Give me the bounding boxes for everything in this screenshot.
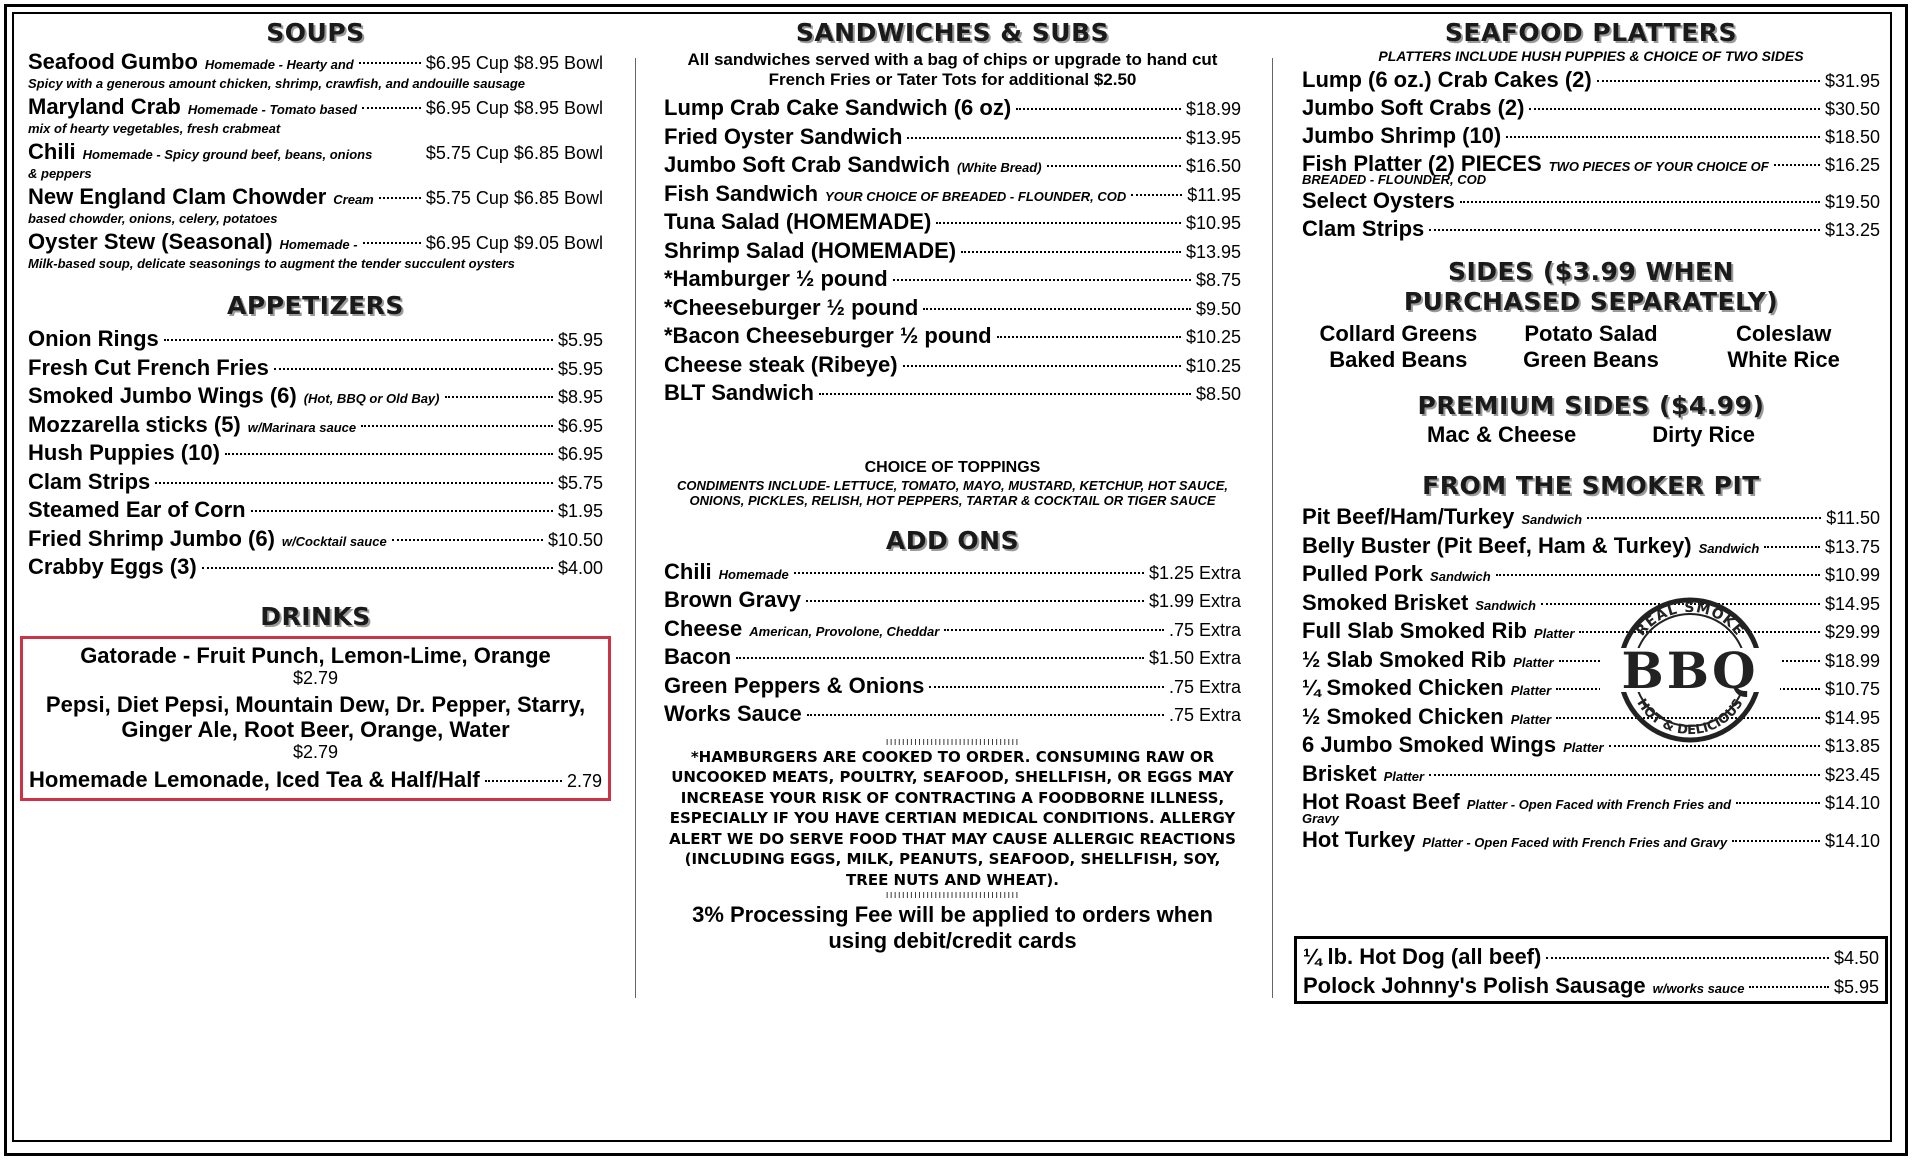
- item-name: Fresh Cut French Fries: [28, 354, 269, 380]
- item-name: 6 Jumbo Smoked Wings: [1302, 732, 1557, 757]
- smoker-title: FROM THE SMOKER PIT: [1422, 471, 1760, 500]
- item-price: $8.50: [1195, 384, 1241, 404]
- dot-leader: [274, 368, 553, 370]
- drinks-title: DRINKS: [260, 601, 371, 631]
- item-name: Clam Strips: [28, 468, 151, 494]
- bbq-stamp-logo: [1600, 590, 1780, 750]
- hotdog-box: [1294, 936, 1888, 1004]
- item-desc-cont: Gravy: [1302, 810, 1339, 826]
- toppings-desc: CONDIMENTS INCLUDE- LETTUCE, TOMATO, MAYO, MUSTARD, KETCHUP, HOT SAUCE, ONIONS, PICKLES, RELISH, HOT PEPPERS, TARTAR & COCKTAIL OR TIGER SAUCE: [676, 477, 1229, 508]
- menu-item: [664, 123, 1241, 152]
- item-price: $19.50: [1824, 192, 1880, 212]
- item-price: $23.45: [1824, 764, 1880, 785]
- menu-item: [1302, 617, 1880, 646]
- item-price: $1.25 Extra: [1148, 562, 1241, 583]
- menu-item: [664, 322, 1241, 351]
- item-name: Pit Beef/Ham/Turkey: [1302, 504, 1515, 529]
- item-name: Crabby Eggs (3): [28, 554, 197, 579]
- item-price: .75 Extra: [1168, 676, 1241, 697]
- menu-item: Maryland Crab Homemade - Tomato based $6.95 Cup $8.95 Bowl mix of hearty vegetables, fresh crabmeat: [28, 94, 603, 136]
- item-desc: American, Provolone, Cheddar: [749, 623, 940, 639]
- item-price: $11.50: [1826, 508, 1880, 528]
- item-desc: Platter: [1533, 626, 1575, 641]
- dot-leader: [807, 714, 1164, 716]
- menu-item: [664, 615, 1241, 644]
- sides-grid: [1302, 321, 1880, 373]
- side-item: Baked Beans: [1329, 347, 1468, 372]
- sandwiches-title: SANDWICHES & SUBS: [795, 18, 1110, 47]
- item-desc: Platter: [1513, 654, 1554, 670]
- dot-leader: [929, 686, 1164, 688]
- menu-item: [664, 672, 1241, 701]
- item-desc: TWO PIECES OF YOUR CHOICE OF: [1548, 159, 1769, 174]
- sandwiches-list: [664, 94, 1241, 408]
- menu-item: [1302, 826, 1880, 855]
- item-price: $14.95: [1824, 593, 1880, 614]
- item-desc: Sandwich: [1475, 597, 1536, 613]
- dot-leader: [794, 572, 1144, 574]
- drink-sodas: Pepsi, Diet Pepsi, Mountain Dew, Dr. Pepper, Starry, Ginger Ale, Root Beer, Orange, Water: [45, 691, 586, 742]
- dot-leader: [445, 396, 553, 398]
- side-item: Coleslaw: [1735, 321, 1832, 346]
- item-desc: w/Cocktail sauce: [281, 533, 387, 549]
- menu-item: [664, 558, 1241, 587]
- menu-item: Seafood Gumbo Homemade - Hearty and $6.95 Cup $8.95 Bowl Spicy with a generous amount chicken, shrimp, crawfish, and andouille sausage: [28, 49, 603, 91]
- left-column: [28, 18, 603, 801]
- item-desc: Platter - Open Faced with French Fries and Gravy: [1422, 834, 1728, 850]
- dot-leader: [1529, 108, 1819, 110]
- item-name: Full Slab Smoked Rib: [1302, 618, 1527, 643]
- item-desc: (Hot, BBQ or Old Bay): [303, 391, 440, 406]
- item-price: $18.99: [1185, 99, 1241, 119]
- dot-leader: [1047, 165, 1181, 167]
- menu-item: [664, 94, 1241, 123]
- item-price: $13.25: [1824, 220, 1880, 240]
- item-name: *Bacon Cheeseburger ½ pound: [664, 323, 992, 348]
- item-name: Jumbo Soft Crabs (2): [1302, 95, 1525, 120]
- appetizers-list: [28, 325, 603, 582]
- menu-item: [28, 525, 603, 554]
- item-name: Belly Buster (Pit Beef, Ham & Turkey): [1302, 532, 1692, 558]
- item-price: $8.75: [1195, 270, 1241, 290]
- item-price: $14.95: [1824, 707, 1880, 728]
- dot-leader: [155, 482, 553, 484]
- appetizers-title: APPETIZERS: [227, 291, 404, 320]
- menu-item: [1302, 150, 1880, 187]
- dot-leader: [903, 365, 1181, 367]
- menu-item: [1302, 703, 1880, 732]
- dot-leader: [1496, 574, 1820, 576]
- item-name: ¼ Smoked Chicken: [1302, 675, 1504, 700]
- drink-lemonade: Homemade Lemonade, Iced Tea & Half/Half 2.79: [29, 766, 602, 792]
- side-item: Dirty Rice: [1652, 422, 1755, 447]
- menu-item: [1302, 187, 1880, 215]
- sandwiches-subtitle: All sandwiches served with a bag of chips or upgrade to hand cut French Fries or Tater Tots for additional $2.50: [687, 50, 1218, 89]
- item-name: ¼ lb. Hot Dog (all beef): [1303, 944, 1542, 969]
- menu-item: [664, 180, 1241, 209]
- item-price: $16.50: [1185, 156, 1241, 176]
- item-price: $5.75: [557, 472, 603, 493]
- item-desc: (White Bread): [957, 160, 1042, 175]
- column-divider-left: [635, 58, 636, 998]
- dot-leader: [1429, 229, 1820, 231]
- item-price: $6.95: [557, 444, 603, 464]
- item-price: $5.95: [1833, 977, 1879, 997]
- dot-leader: [225, 453, 553, 455]
- item-price: $14.10: [1824, 830, 1880, 851]
- item-price: $6.95: [557, 415, 603, 436]
- item-name: Shrimp Salad (HOMEMADE): [664, 237, 957, 263]
- seafood-title: SEAFOOD PLATTERS: [1444, 18, 1738, 47]
- item-name: Onion Rings: [28, 326, 159, 351]
- menu-item: [664, 351, 1241, 380]
- drink-price: $2.79: [292, 741, 339, 762]
- menu-item: [1303, 942, 1879, 971]
- addons-list: [664, 558, 1241, 729]
- menu-item: [664, 237, 1241, 266]
- svg-text:REAL SMOKE: REAL SMOKE: [1633, 599, 1747, 640]
- item-name: Hot Turkey: [1302, 826, 1416, 852]
- item-desc: Platter: [1510, 683, 1552, 698]
- side-item: White Rice: [1727, 347, 1840, 372]
- dot-leader: [164, 339, 553, 341]
- seafood-subtitle: PLATTERS INCLUDE HUSH PUPPIES & CHOICE OF TWO SIDES: [1378, 48, 1804, 64]
- item-price: $9.50: [1195, 298, 1241, 319]
- item-name: Cheese steak (Ribeye): [664, 351, 898, 377]
- item-price: $31.95: [1824, 71, 1880, 91]
- menu-item: New England Clam Chowder Cream $5.75 Cup $6.85 Bowl based chowder, onions, celery, potatoes: [28, 184, 603, 226]
- item-name: Fried Oyster Sandwich: [664, 123, 903, 149]
- item-desc: YOUR CHOICE OF BREADED - FLOUNDER, COD: [825, 188, 1127, 204]
- menu-item: [28, 382, 603, 411]
- svg-text:HOT & DELICIOUS: HOT & DELICIOUS: [1633, 696, 1747, 739]
- side-item: Collard Greens: [1319, 321, 1478, 346]
- item-name: Pulled Pork: [1302, 561, 1424, 586]
- menu-item: Oyster Stew (Seasonal) Homemade - $6.95 Cup $9.05 Bowl Milk-based soup, delicate seasonings to augment the tender succulent oysters: [28, 229, 603, 271]
- item-name: Steamed Ear of Corn: [28, 497, 246, 522]
- sides-title: SIDES ($3.99 WHEN PURCHASED SEPARATELY): [1403, 257, 1779, 316]
- dot-leader: [1429, 774, 1820, 776]
- processing-fee-notice: 3% Processing Fee will be applied to orders when using debit/credit cards: [692, 902, 1213, 953]
- item-price: $10.95: [1185, 213, 1241, 233]
- item-name: Fried Shrimp Jumbo (6): [28, 525, 275, 551]
- menu-item: [28, 496, 603, 525]
- item-price: $13.75: [1824, 536, 1880, 557]
- item-name: Brisket: [1302, 760, 1377, 786]
- item-price: $30.50: [1824, 99, 1880, 119]
- item-desc: Platter: [1510, 711, 1552, 727]
- addons-title: ADD ONS: [885, 525, 1020, 555]
- dot-leader: [361, 425, 553, 427]
- divider-ornament: ııııııııııııııııııııııııııııııııı: [885, 889, 1020, 901]
- drink-gatorade: Gatorade - Fruit Punch, Lemon-Lime, Orange: [80, 642, 551, 668]
- item-name: ½ Slab Smoked Rib: [1302, 646, 1507, 672]
- menu-item: [1302, 760, 1880, 789]
- menu-item: [28, 325, 603, 354]
- menu-item: [28, 411, 603, 440]
- menu-item: [1303, 971, 1879, 1000]
- soups-title: SOUPS: [266, 18, 365, 47]
- dot-leader: [1016, 108, 1181, 110]
- dot-leader: [1736, 802, 1820, 804]
- dot-leader: [997, 336, 1181, 338]
- menu-item: [1302, 646, 1880, 675]
- item-name: Hush Puppies (10): [28, 440, 220, 465]
- dot-leader: [936, 222, 1181, 224]
- dot-leader: [1732, 840, 1820, 842]
- side-item: Green Beans: [1523, 347, 1659, 372]
- item-name: Hot Roast Beef: [1302, 789, 1460, 814]
- item-name: Fish Platter (2) PIECES: [1302, 151, 1542, 176]
- drinks-box: [20, 636, 611, 801]
- dot-leader: [1587, 517, 1821, 519]
- dot-leader: [806, 600, 1144, 602]
- drink-price: $2.79: [292, 667, 339, 688]
- item-desc: w/Marinara sauce: [247, 419, 357, 435]
- middle-column: [664, 18, 1241, 954]
- menu-item: [1302, 674, 1880, 703]
- seafood-list: [1302, 66, 1880, 243]
- item-price: .75 Extra: [1168, 705, 1241, 725]
- item-name: Clam Strips: [1302, 216, 1425, 241]
- item-desc: Homemade: [718, 566, 789, 582]
- item-desc: w/works sauce: [1652, 981, 1745, 996]
- item-desc: Platter: [1563, 740, 1604, 755]
- dot-leader: [1749, 986, 1829, 988]
- menu-item: [1302, 94, 1880, 122]
- column-divider-right: [1272, 58, 1273, 998]
- dot-leader: [1546, 957, 1829, 959]
- menu-item: [28, 468, 603, 497]
- hotdog-list: [1303, 942, 1879, 1000]
- menu-item: [664, 379, 1241, 408]
- dot-leader: [907, 137, 1181, 139]
- item-name: Green Peppers & Onions: [664, 672, 925, 698]
- dot-leader: [819, 393, 1191, 395]
- item-price: $16.25: [1824, 155, 1880, 175]
- item-price: $10.25: [1185, 327, 1241, 347]
- item-name: Jumbo Shrimp (10): [1302, 123, 1502, 148]
- menu-item: Chili Homemade - Spicy ground beef, beans, onions $5.75 Cup $6.85 Bowl & peppers: [28, 139, 603, 181]
- dot-leader: [893, 279, 1191, 281]
- toppings-title: CHOICE OF TOPPINGS: [864, 458, 1041, 476]
- dot-leader: [1506, 136, 1820, 138]
- item-price: $13.95: [1185, 241, 1241, 262]
- item-name: Smoked Jumbo Wings (6): [28, 383, 297, 408]
- menu-item: [1302, 532, 1880, 561]
- dot-leader: [1597, 80, 1820, 82]
- item-price: $5.95: [557, 330, 603, 350]
- menu-item: [664, 265, 1241, 294]
- item-name: Chili: [664, 558, 712, 584]
- item-price: $4.00: [557, 558, 603, 578]
- menu-item: [1302, 122, 1880, 150]
- premium-sides-title: PREMIUM SIDES ($4.99): [1417, 391, 1765, 420]
- item-price: .75 Extra: [1168, 619, 1241, 640]
- item-price: $8.95: [557, 387, 603, 407]
- item-price: $18.50: [1824, 127, 1880, 147]
- menu-item: [1302, 503, 1880, 532]
- item-name: *Cheeseburger ½ pound: [664, 294, 919, 320]
- svg-text:BBQ: BBQ: [1621, 641, 1759, 700]
- menu-item: [664, 151, 1241, 180]
- dot-leader: [1460, 201, 1820, 203]
- item-name: Polock Johnny's Polish Sausage: [1303, 973, 1646, 998]
- dot-leader: [251, 510, 553, 512]
- menu-item: [664, 643, 1241, 672]
- item-name: BLT Sandwich: [664, 380, 814, 405]
- item-price: $11.95: [1187, 184, 1241, 205]
- item-desc: Platter - Open Faced with French Fries and: [1466, 797, 1732, 812]
- item-name: Lump (6 oz.) Crab Cakes (2): [1302, 67, 1592, 92]
- right-column: [1302, 18, 1880, 854]
- side-item: Mac & Cheese: [1427, 422, 1577, 447]
- dot-leader: [1764, 546, 1820, 548]
- item-name: *Hamburger ½ pound: [664, 266, 888, 291]
- item-price: $10.50: [547, 529, 603, 550]
- menu-item: [664, 586, 1241, 615]
- item-name: Select Oysters: [1302, 188, 1455, 213]
- menu-item: [1302, 589, 1880, 618]
- item-price: $10.99: [1824, 565, 1880, 585]
- side-item: Potato Salad: [1524, 321, 1658, 346]
- item-name: Cheese: [664, 615, 743, 641]
- menu-item: [28, 439, 603, 468]
- item-price: $10.25: [1185, 355, 1241, 376]
- item-name: Lump Crab Cake Sandwich (6 oz): [664, 95, 1012, 120]
- menu-item: [664, 700, 1241, 729]
- item-name: Mozzarella sticks (5): [28, 411, 241, 437]
- dot-leader: [1774, 164, 1820, 166]
- item-price: $13.95: [1185, 127, 1241, 148]
- divider-ornament: ııııııııııııııııııııııııııııııııı: [885, 735, 1020, 748]
- menu-item: [1302, 788, 1880, 826]
- dot-leader: [923, 308, 1191, 310]
- item-price: $10.75: [1824, 679, 1880, 699]
- menu-item: [1302, 66, 1880, 94]
- item-name: Fish Sandwich: [664, 180, 819, 206]
- item-name: ½ Smoked Chicken: [1302, 703, 1504, 729]
- item-desc: Sandwich: [1698, 540, 1760, 556]
- item-desc: Sandwich: [1521, 512, 1583, 527]
- menu-item: [28, 553, 603, 582]
- item-desc-cont: BREADED - FLOUNDER, COD: [1302, 172, 1487, 187]
- item-desc: Platter: [1383, 768, 1425, 784]
- menu-item: [1302, 560, 1880, 589]
- dot-leader: [944, 629, 1164, 631]
- item-desc: Sandwich: [1430, 569, 1491, 584]
- dot-leader: [961, 251, 1181, 253]
- item-price: $4.50: [1833, 948, 1879, 968]
- dot-leader: [736, 657, 1144, 659]
- item-price: $29.99: [1824, 622, 1880, 642]
- dot-leader: [392, 539, 543, 541]
- item-price: $5.95: [557, 358, 603, 379]
- item-price: $13.85: [1824, 736, 1880, 756]
- item-name: Works Sauce: [664, 701, 802, 726]
- dot-leader: [202, 567, 553, 569]
- food-warning: *HAMBURGERS ARE COOKED TO ORDER. CONSUMING RAW OR UNCOOKED MEATS, POULTRY, SEAFOOD, SHELLFISH, OR EGGS MAY INCREASE YOUR RISK OF CONTRACTING A FOODBORNE ILLNESS, ESPECIALLY IF YOU HAVE CERTIAN MEDICAL CONDITIONS. ALLERGY ALERT WE DO SERVE FOOD THAT MAY CAUSE ALLERGIC REACTIONS (INCLUDING EGGS, MILK, PEANUTS, SEAFOOD, SHELLFISH, SOY, TREE NUTS AND WHEAT).: [669, 747, 1236, 889]
- menu-item: [1302, 731, 1880, 760]
- menu-item: [664, 208, 1241, 237]
- item-name: Jumbo Soft Crab Sandwich: [664, 152, 951, 177]
- item-price: $1.50 Extra: [1148, 648, 1241, 668]
- soups-list: [28, 48, 603, 271]
- menu-item: [28, 354, 603, 383]
- item-price: $1.99 Extra: [1148, 591, 1241, 611]
- menu-item: [664, 294, 1241, 323]
- item-name: Tuna Salad (HOMEMADE): [664, 209, 932, 234]
- premium-sides-list: [1302, 421, 1880, 449]
- item-name: Smoked Brisket: [1302, 589, 1469, 615]
- item-name: Brown Gravy: [664, 587, 801, 612]
- menu-item: [1302, 215, 1880, 243]
- item-price: $1.95: [557, 501, 603, 521]
- smoker-list: [1302, 503, 1880, 854]
- item-name: Bacon: [664, 644, 732, 669]
- item-price: $18.99: [1824, 650, 1880, 671]
- item-price: $14.10: [1824, 793, 1880, 813]
- dot-leader: [1131, 194, 1182, 196]
